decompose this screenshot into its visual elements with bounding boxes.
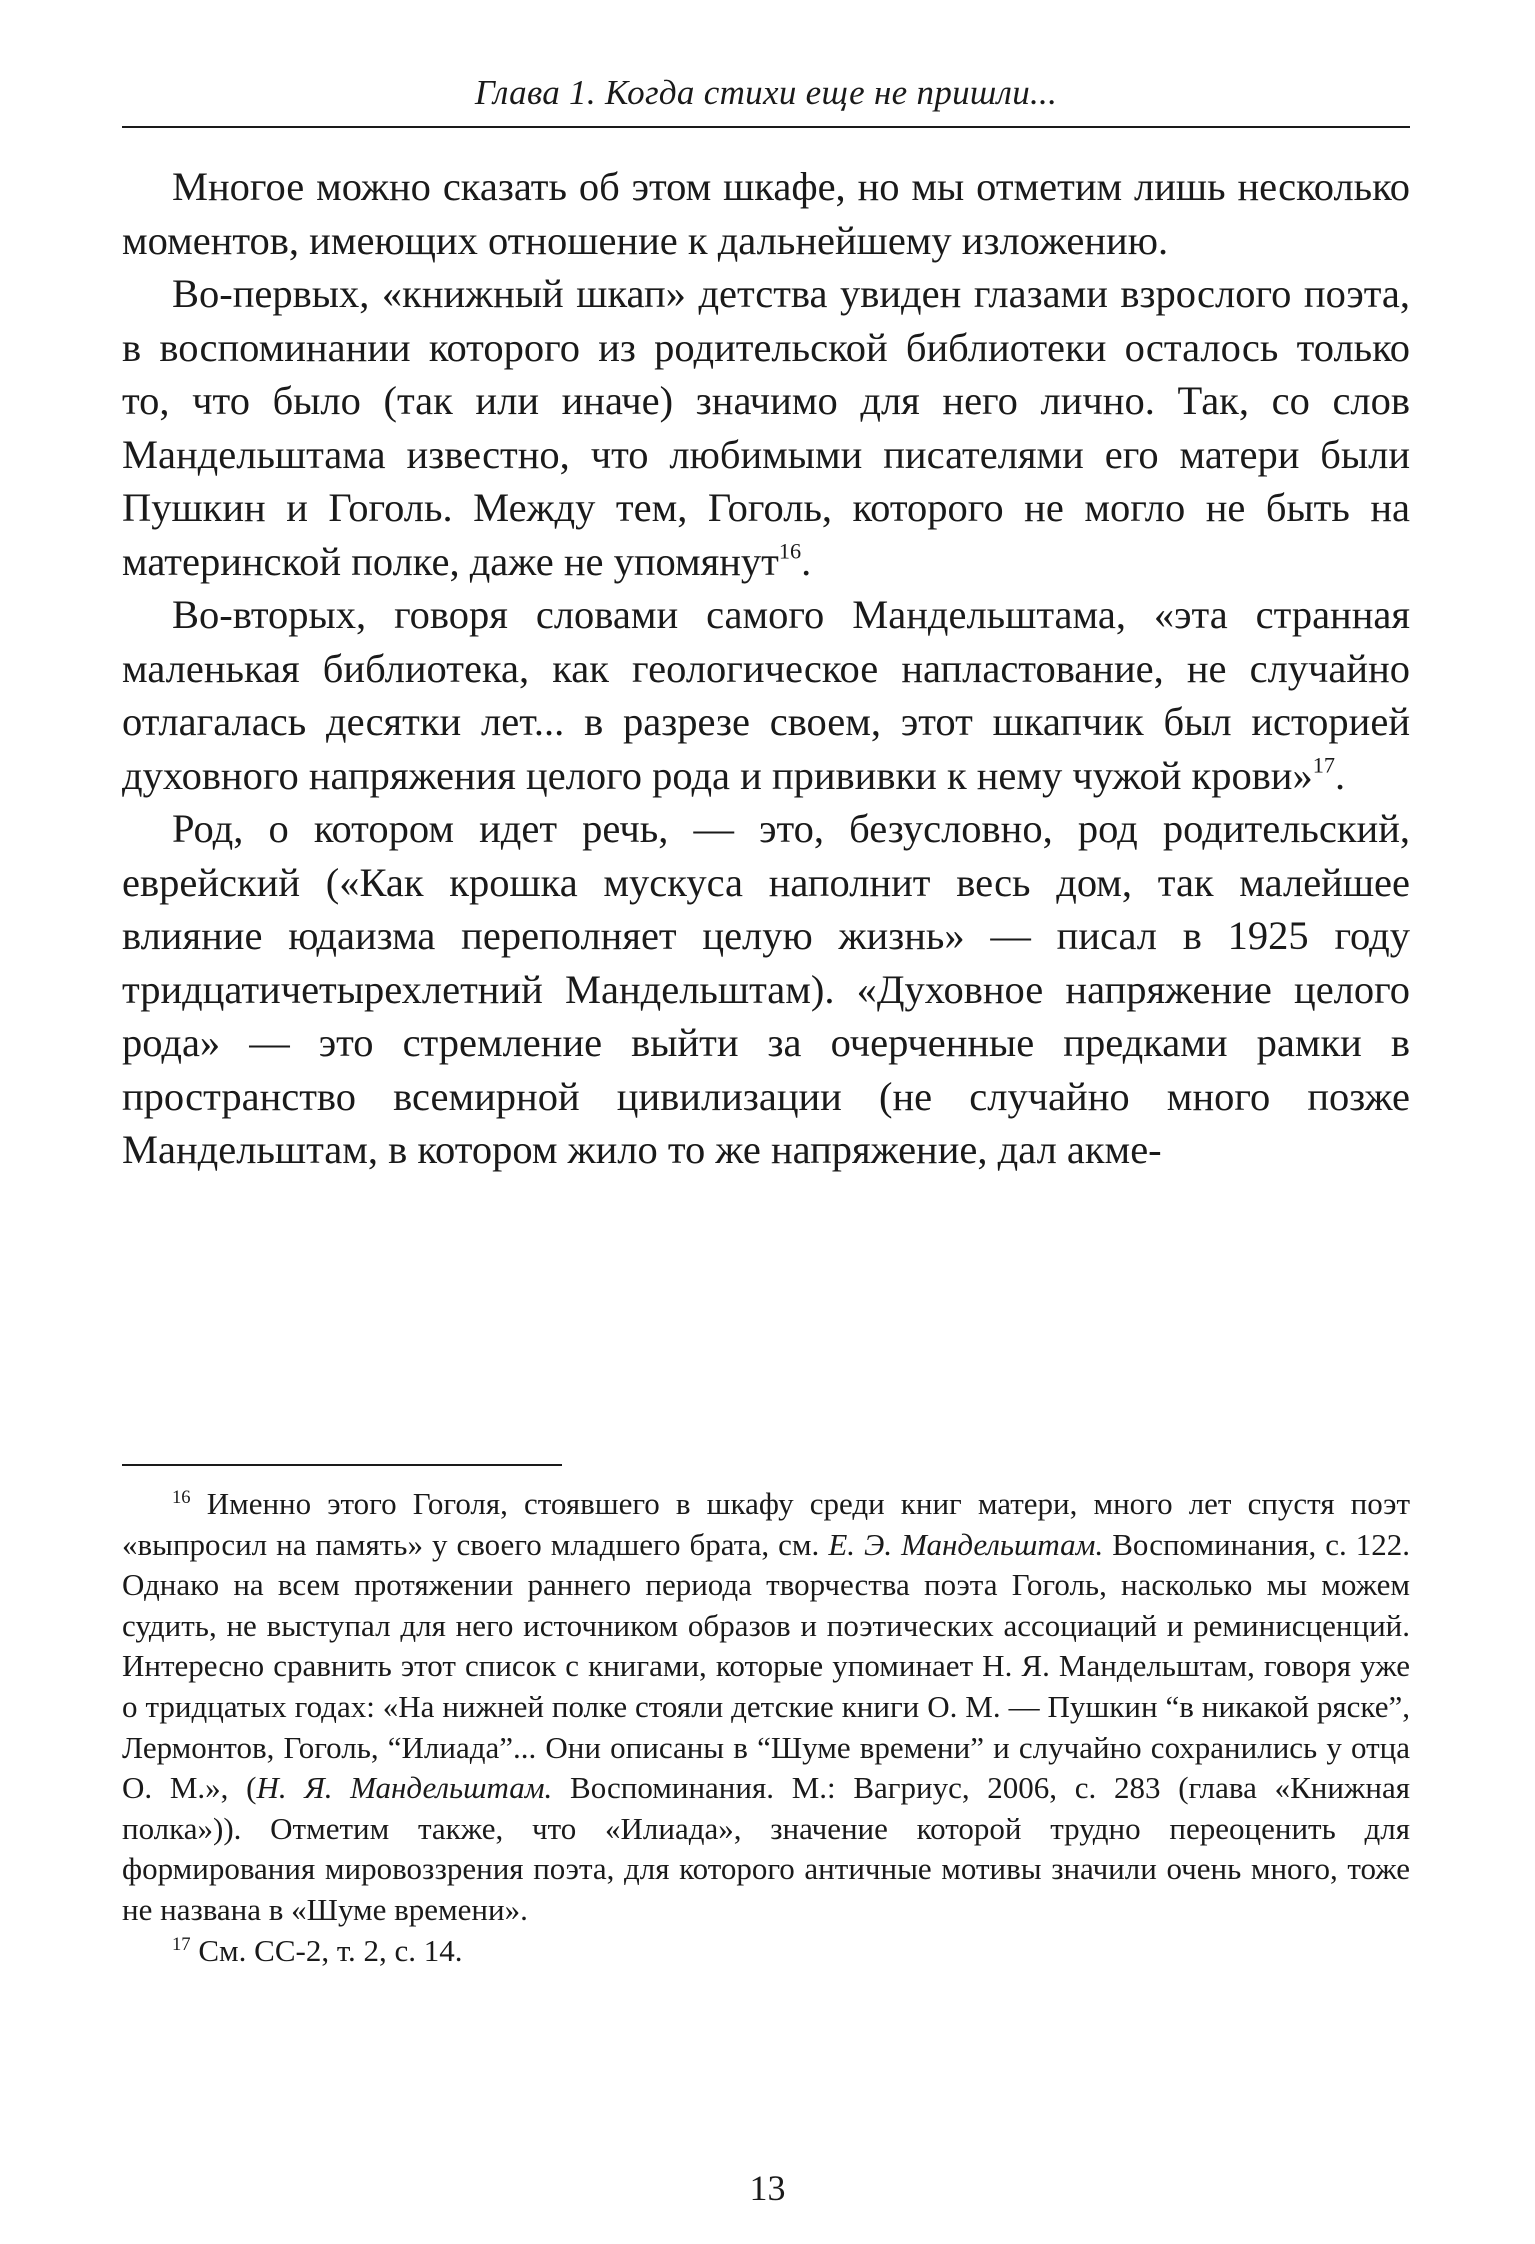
running-head: Глава 1. Когда стихи еще не пришли...: [474, 73, 1058, 112]
footnote-16-text-2: Воспоминания, с. 122. Однако на всем протяжении раннего периода творчества поэта Гоголь, насколько мы можем судить, не выступал для него источником образов и поэтических ассоциаций и реминисценций. Интересно сравнить этот список с книгами, которые упоминает Н. Я. Мандельштам, говоря уже о тридцатых годах: «На нижней полке стояли детские книги О. М. — Пушкин “в никакой ряске”, Лермонтов, Гоголь, “Илиада”... Они описаны в “Шуме времени” и случайно сохранились у отца О. М.», (: [122, 1526, 1411, 1806]
header-rule: [122, 126, 1410, 128]
footnote-17-text: См. СС-2, т. 2, с. 14.: [198, 1932, 463, 1968]
footnote-16-author-1: Е. Э. Мандельштам.: [828, 1526, 1104, 1562]
footnote-rule: [122, 1464, 562, 1466]
paragraph-2-text: Во-первых, «книжный шкап» детства увиден глазами взрослого поэта, в воспоминании которого из родительской библиотеки осталось только то, что было (так или иначе) значимо для него лично. Так, со слов Мандельштама известно, что любимыми писателями его матери были Пушкин и Гоголь. Между тем, Гоголь, которого не могло не быть на материнской полке, даже не упомянут: [122, 271, 1410, 584]
paragraph-3-text: Во-вторых, говоря словами самого Мандельштама, «эта странная маленькая библиотека, как геологическое напластование, не случайно отлагалась десятки лет... в разрезе своем, этот шкапчик был историей духовного напряжения целого рода и прививки к нему чужой крови»: [122, 592, 1410, 798]
paragraph-4: [122, 802, 1410, 1177]
footnote-17: [122, 1931, 1410, 1972]
footnote-ref-17[interactable]: 17: [1312, 751, 1336, 777]
footnotes: [122, 1484, 1410, 1971]
footnote-16: [122, 1484, 1410, 1931]
footnote-number-16: 16: [172, 1486, 191, 1508]
footnote-16-text-3: Воспоминания. М.: Вагриус, 2006, с. 283 (глава «Книжная полка»)). Отметим также, что «Илиада», значение которой трудно переоценить для формирования мировоззрения поэта, для которого античные мотивы значили очень много, тоже не названа в «Шуме времени».: [122, 1770, 1411, 1927]
paragraph-1-text: Многое можно сказать об этом шкафе, но мы отметим лишь несколько моментов, имеющих отношение к дальнейшему изложению.: [122, 164, 1410, 263]
paragraph-3: Во-вторых, говоря словами самого Мандельштама, «эта странная маленькая библиотека, как геологическое напластование, не случайно отлагалась десятки лет... в разрезе своем, этот шкапчик был историей духовного напряжения целого рода и прививки к нему чужой крови»$^{17}$.: [122, 592, 1410, 798]
footnote-16-text-1: Именно этого Гоголя, стоявшего в шкафу среди книг матери, много лет спустя поэт «выпросил на память» у своего младшего брата, см.: [122, 1486, 1410, 1562]
paragraph-4-text: Род, о котором идет речь, — это, безусловно, род родительский, еврейский («Как крошка мускуса наполнит весь дом, так малейшее влияние юдаизма переполняет целую жизнь» — писал в 1925 году тридцатичетырехлетний Мандельштам). «Духовное напряжение целого рода» — это стремление выйти за очерченные предками рамки в пространство всемирной цивилизации (не случайно много позже Мандельштам, в котором жило то же напряжение, дал акме-: [122, 806, 1410, 1172]
footnote-16-author-2: Н. Я. Мандельштам.: [256, 1770, 553, 1806]
body-text: [122, 160, 1410, 1177]
paragraph-1: [122, 160, 1410, 267]
paragraph-2: Во-первых, «книжный шкап» детства увиден глазами взрослого поэта, в воспоминании которого из родительской библиотеки осталось только то, что было (так или иначе) значимо для него лично. Так, со слов Мандельштама известно, что любимыми писателями его матери были Пушкин и Гоголь. Между тем, Гоголь, которого не могло не быть на материнской полке, даже не упомянут$^{16}$.: [122, 271, 1410, 584]
page-number: 13: [749, 2168, 786, 2208]
footnote-ref-16[interactable]: 16: [778, 537, 802, 563]
footnote-number-17: 17: [172, 1933, 191, 1955]
